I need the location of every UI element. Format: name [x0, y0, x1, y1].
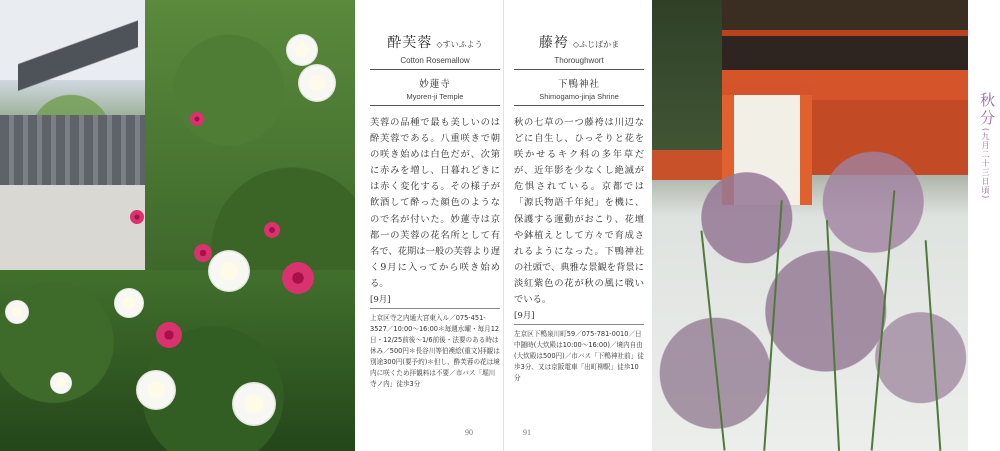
place-name: 妙蓮寺: [419, 79, 451, 90]
place-english-name: Shimogamo-jinja Shrine: [514, 92, 644, 106]
season-title: 秋分: [978, 92, 996, 128]
flower-english-name: Cotton Rosemallow: [370, 56, 500, 70]
flower-english-name: Thoroughwort: [514, 56, 644, 70]
page-number-left: 90: [465, 428, 473, 437]
entry-body: 芙蓉の品種で最も美しいのは酔芙蓉である。八重咲きで朝の咲き始めは白色だが、次第に赤みを増し、日暮れどきには赤く変化する。その様子が飲酒して酔った顔色のようなので名が付いた。妙蓮寺は京都一の芙蓉の花名所として有名で、花期は一般の芙蓉より遅く9月に入ってから咲き始める。: [370, 117, 500, 289]
season-dates: (九月二十三日頃): [981, 128, 990, 200]
entry-cotton-rosemallow: [370, 34, 500, 390]
bloom-month: [9月]: [514, 311, 535, 322]
cotton-rosemallow-photo: [0, 0, 355, 451]
entry-body: 秋の七草の一つ藤袴は川辺などに自生し、ひっそりと花を咲かせるキク科の多年草だが、近年影を少なくし絶滅が危惧されている。京都では「源氏物語千年紀」を機に、保護する運動がおこり、花壇や鉢植えとして方々で育成されるようになった。下鴨神社の社頭で、典雅な景観を背景に淡紅紫色の花が秋の風に戦いでいる。: [514, 117, 644, 306]
place-english-name: Myoren-ji Temple: [370, 92, 500, 106]
page-number-right: 91: [523, 428, 531, 437]
entry-thoroughwort: [514, 34, 644, 384]
gutter: [503, 0, 504, 451]
bloom-month: [9月]: [370, 295, 391, 306]
flower-name: 藤袴 ◇ふじばかま: [538, 35, 620, 51]
side-margin: [968, 0, 1000, 451]
access-info: 左京区下鴨泉川町59／075-781-0010／日中随時(大炊殿は10:00〜16:00)／境内自由(大炊殿は500円)／市バス「下鴨神社前」徒歩3分、又は京阪電車「出町柳駅」徒歩10分: [514, 330, 644, 383]
access-info: 上京区寺之内通大宮東入ル／075-451-3527／10:00〜16:00＊毎週水曜・毎月12日・12/25前後〜1/6前後・法要のある時は休み／500円＊長谷川等伯襖絵(重文)拝観は別途300円(要予約)＊但し、酔芙蓉の花は境内に咲くため拝観料は不要／市バス「堀川寺ノ内」徒歩3分: [370, 314, 500, 389]
place-name: 下鴨神社: [557, 79, 600, 90]
thoroughwort-shrine-photo: [652, 0, 968, 451]
flower-name: 酔芙蓉 ◇すいふよう: [387, 35, 483, 51]
